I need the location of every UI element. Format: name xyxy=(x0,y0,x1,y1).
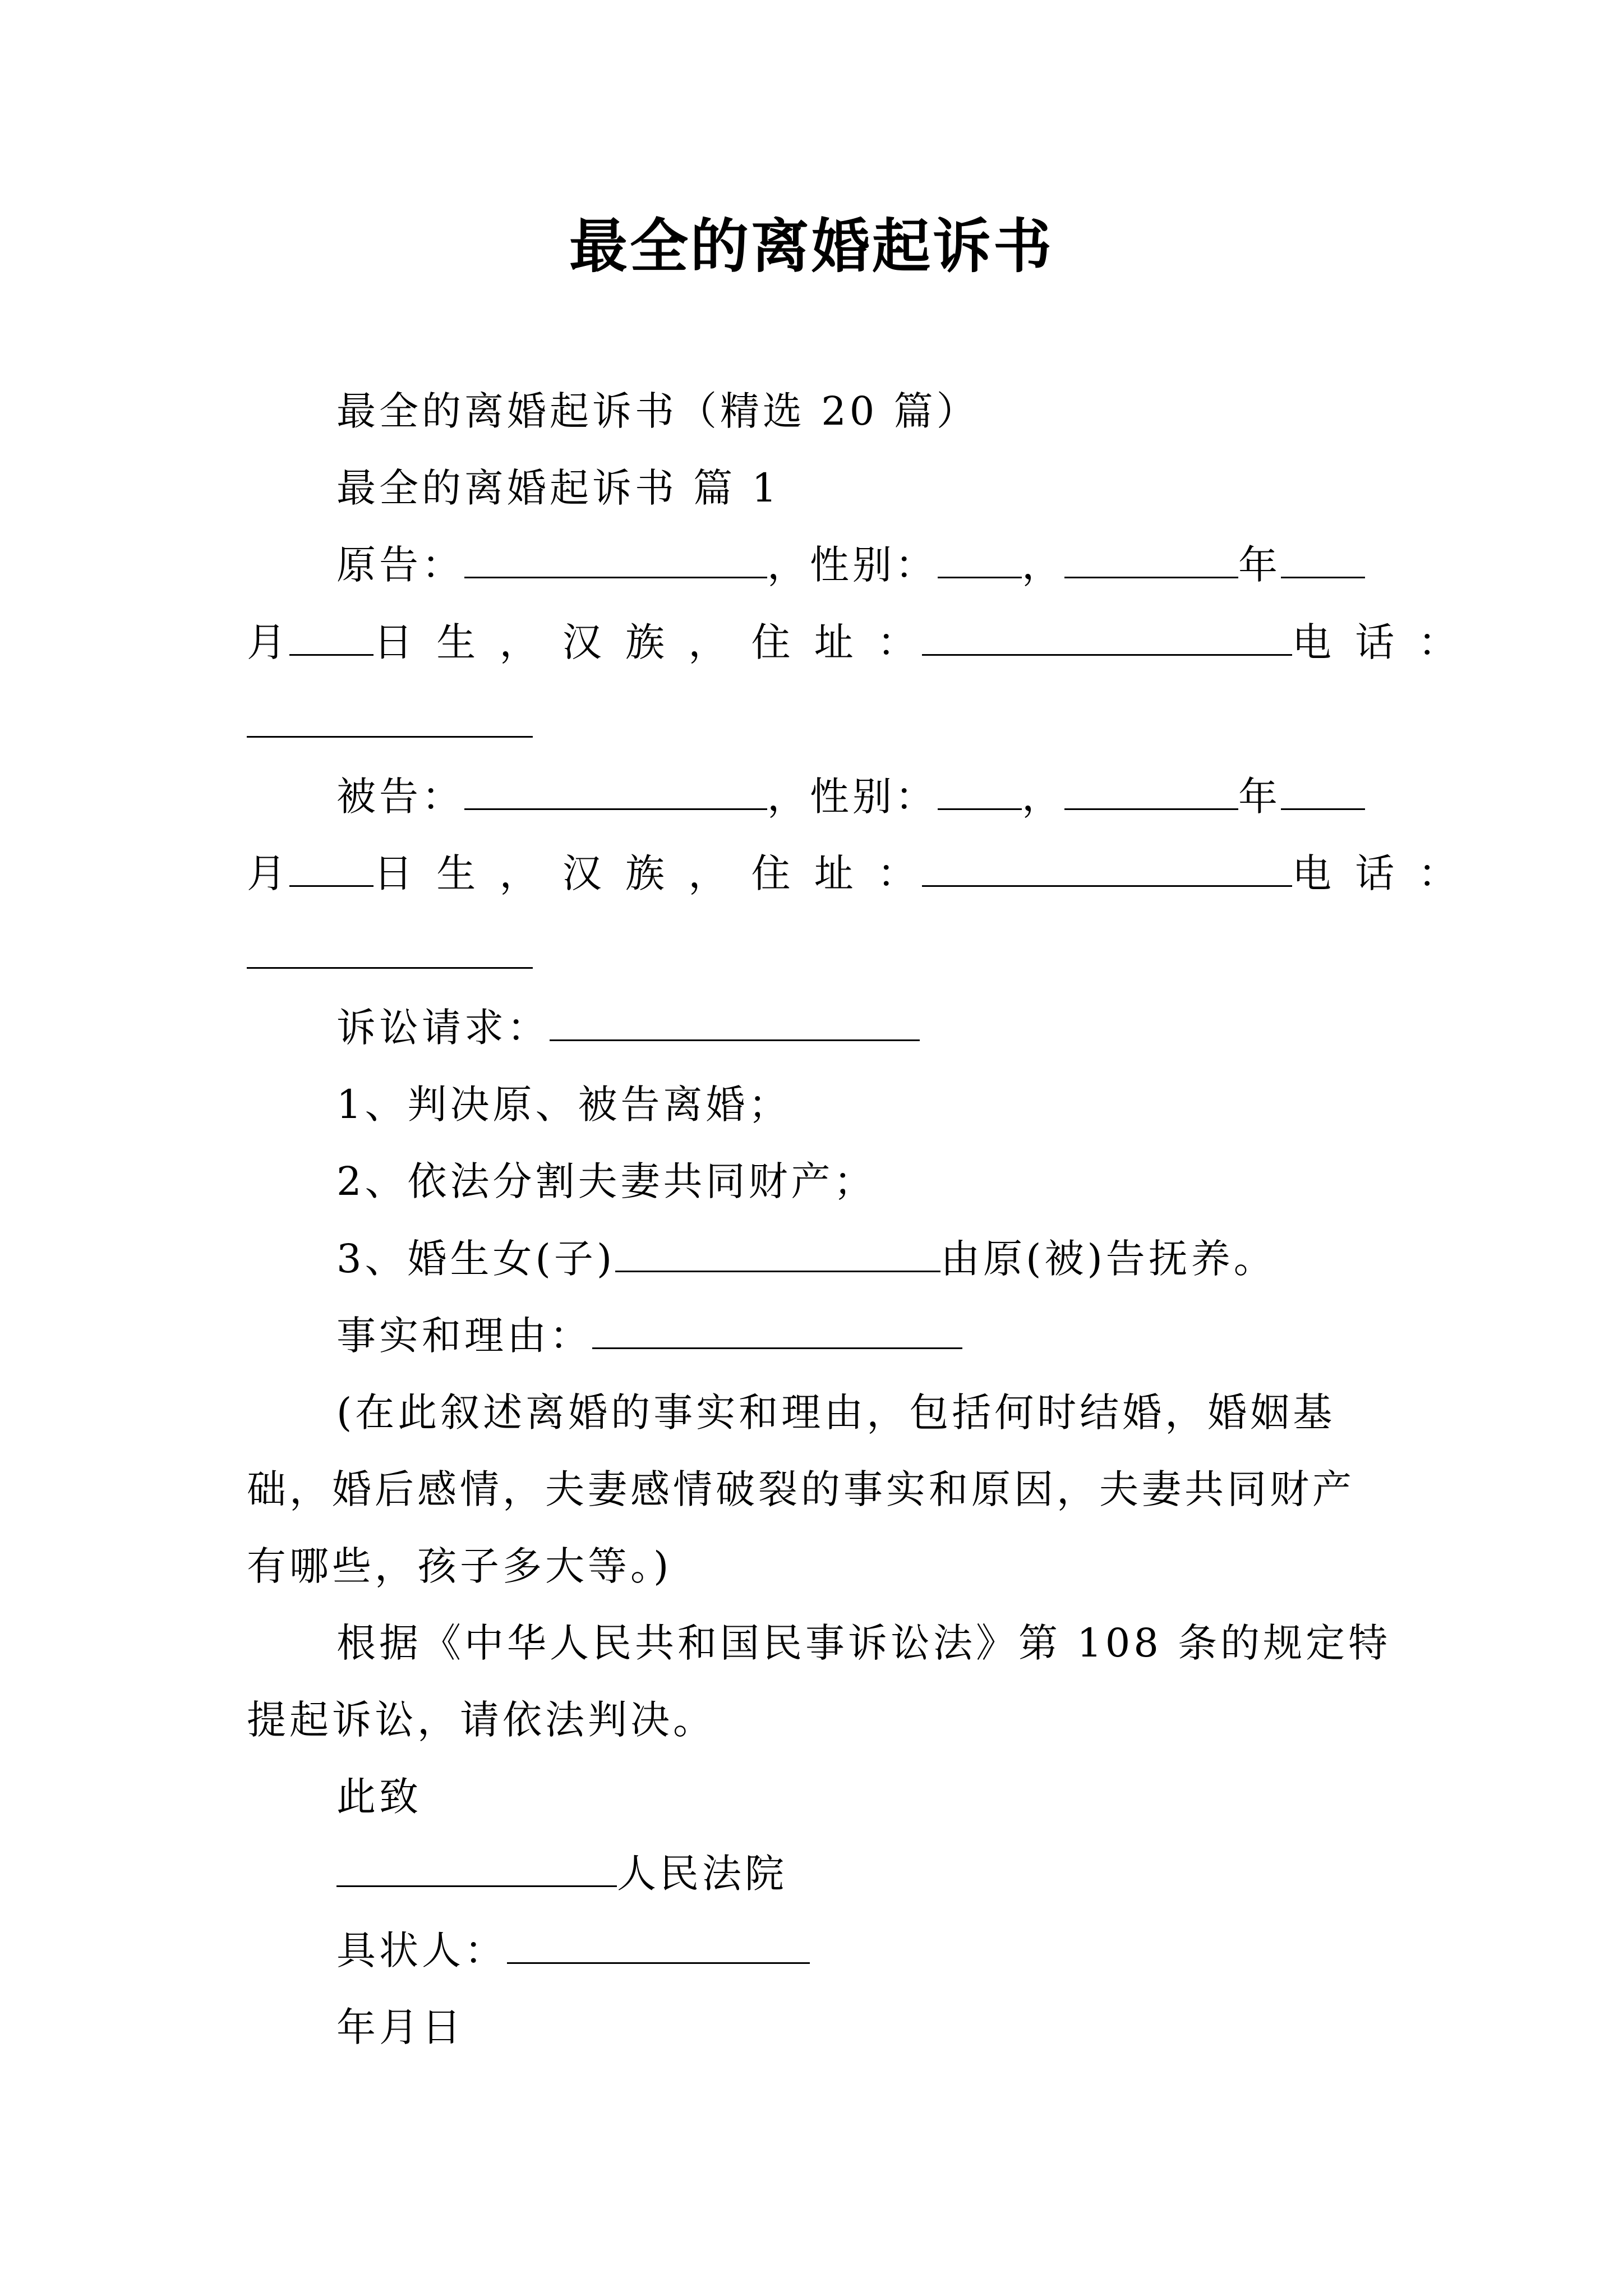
court-line: 人民法院 xyxy=(336,1848,787,1899)
child-name-blank[interactable] xyxy=(615,1235,940,1272)
defendant-phone-blank[interactable] xyxy=(247,967,533,969)
claims-line: 诉讼请求： xyxy=(336,1002,920,1053)
plaintiff-line-2: 月 日 生 ， 汉 族 ， 住 址 ： 电 话 ： xyxy=(247,619,1463,665)
plaintiff-gender-blank[interactable] xyxy=(938,541,1022,578)
plaintiff-phone-blank[interactable] xyxy=(247,736,533,738)
closing: 此致 xyxy=(336,1774,422,1820)
facts-text-2: 础，婚后感情，夫妻感情破裂的事实和原因，夫妻共同财产 xyxy=(247,1466,1355,1512)
document-title: 最全的离婚起诉书 xyxy=(569,212,1054,280)
claim-1: 1、判决原、被告离婚； xyxy=(336,1082,791,1128)
law-text-1: 根据《中华人民共和国民事诉讼法》第 108 条的规定特 xyxy=(336,1620,1391,1666)
court-name-blank[interactable] xyxy=(336,1849,617,1887)
defendant-birth-month-blank[interactable] xyxy=(1281,772,1365,810)
defendant-name-blank[interactable] xyxy=(464,772,767,810)
law-text-2: 提起诉讼，请依法判决。 xyxy=(247,1697,716,1743)
facts-blank[interactable] xyxy=(592,1312,962,1349)
plaintiff-line-1: 原告： ，性别： ， 年 xyxy=(336,540,1365,590)
subtitle: 最全的离婚起诉书（精选 20 篇） xyxy=(336,388,979,434)
facts-text-1: (在此叙述离婚的事实和理由，包括何时结婚，婚姻基 xyxy=(336,1389,1336,1435)
defendant-birth-day-blank[interactable] xyxy=(289,849,374,887)
defendant-line-1: 被告： ，性别： ， 年 xyxy=(336,771,1365,822)
claims-blank[interactable] xyxy=(550,1004,920,1041)
facts-line: 事实和理由： xyxy=(336,1310,962,1361)
signer-line: 具状人： xyxy=(336,1925,810,1976)
defendant-birth-year-blank[interactable] xyxy=(1064,772,1238,810)
defendant-address-blank[interactable] xyxy=(922,849,1292,887)
defendant-gender-blank[interactable] xyxy=(938,772,1022,810)
plaintiff-birth-year-blank[interactable] xyxy=(1064,541,1238,578)
plaintiff-birth-month-blank[interactable] xyxy=(1281,541,1365,578)
defendant-line-2: 月 日 生 ， 汉 族 ， 住 址 ： 电 话 ： xyxy=(247,850,1463,896)
facts-text-3: 有哪些，孩子多大等。) xyxy=(247,1543,672,1589)
plaintiff-address-blank[interactable] xyxy=(922,618,1292,656)
signer-blank[interactable] xyxy=(507,1926,810,1964)
claim-2: 2、依法分割夫妻共同财产； xyxy=(336,1158,877,1204)
section-heading: 最全的离婚起诉书 篇 1 xyxy=(336,465,781,511)
date-line: 年月日 xyxy=(336,2004,464,2050)
plaintiff-birth-day-blank[interactable] xyxy=(289,618,374,656)
plaintiff-name-blank[interactable] xyxy=(464,541,767,578)
claim-3: 3、婚生女(子) 由原(被)告抚养。 xyxy=(336,1236,1276,1282)
